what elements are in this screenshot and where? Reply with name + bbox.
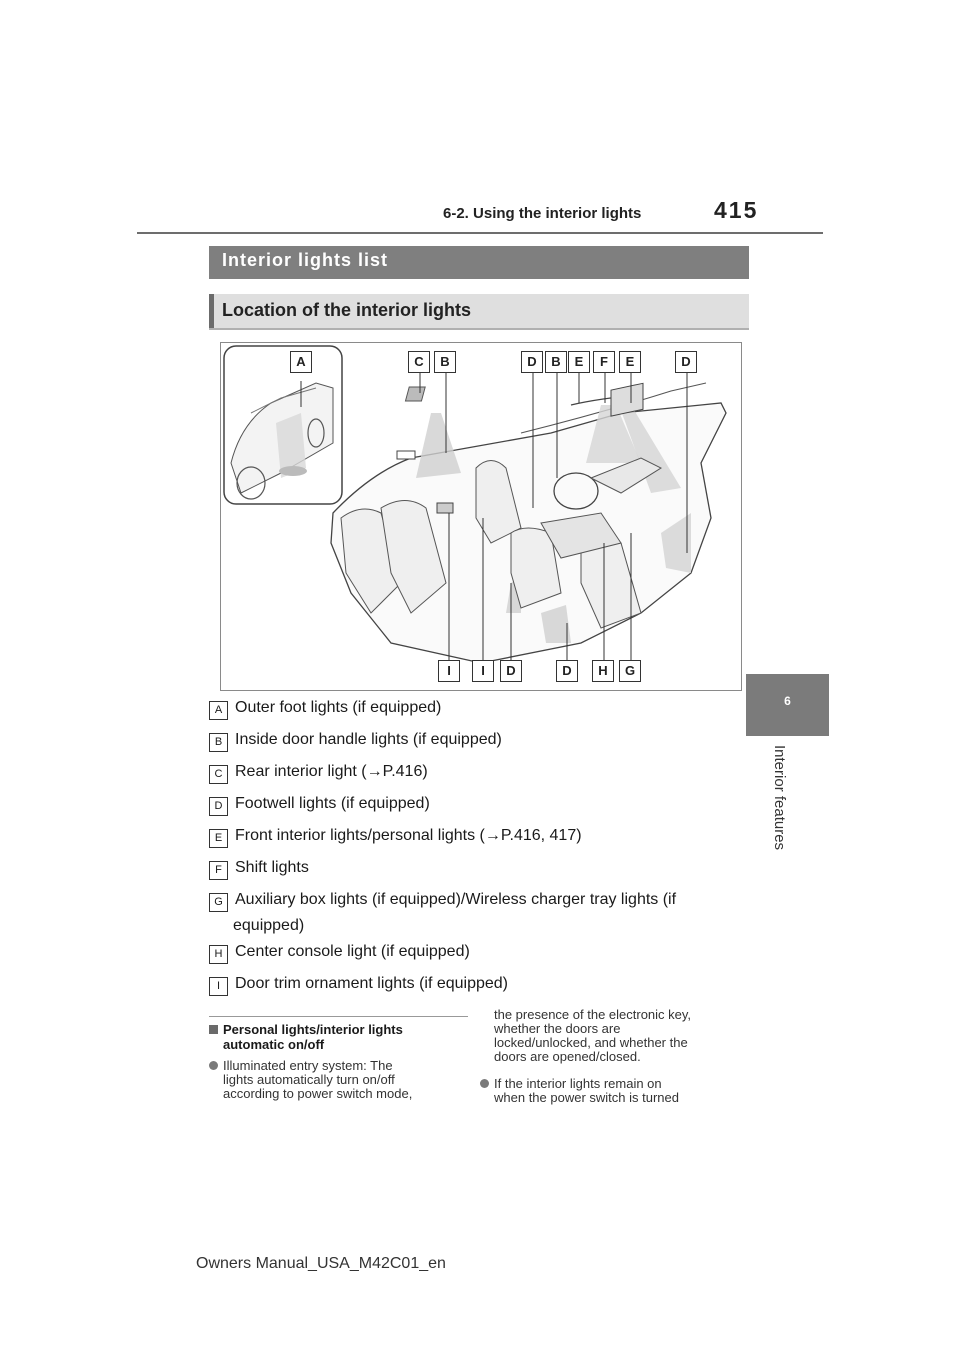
notes-heading-line2: automatic on/off xyxy=(223,1037,325,1052)
legend-item-e xyxy=(209,828,582,849)
section-title: 6-2. Using the interior lights xyxy=(443,205,642,222)
notes-divider xyxy=(209,1016,468,1017)
car-interior-drawing xyxy=(221,343,741,690)
legend-text: equipped) xyxy=(233,917,305,934)
notes-heading xyxy=(209,1022,471,1052)
callout-i: I xyxy=(438,660,460,682)
callout-i-2: I xyxy=(472,660,494,682)
legend-key: A xyxy=(209,701,228,720)
note-line: the presence of the electronic key, xyxy=(494,1007,692,1022)
callout-b-2: B xyxy=(545,351,567,373)
callout-g: G xyxy=(619,660,641,682)
sub-banner-accent xyxy=(209,294,214,328)
legend-key: I xyxy=(209,977,228,996)
note-line: when the power switch is turned xyxy=(494,1090,679,1105)
note-line: If the interior lights remain on xyxy=(494,1076,662,1091)
legend-item-b xyxy=(209,732,502,753)
legend-text: Inside door handle lights (if equipped) xyxy=(235,731,502,748)
legend-key: G xyxy=(209,893,228,912)
right-note-continuation xyxy=(494,1008,759,1064)
legend-item-h xyxy=(209,944,470,965)
interior-lights-illustration xyxy=(220,342,742,691)
legend-item-g-continued xyxy=(233,918,304,939)
callout-c: C xyxy=(408,351,430,373)
callout-h: H xyxy=(592,660,614,682)
legend-item-d xyxy=(209,796,430,817)
circle-bullet-icon xyxy=(209,1061,218,1070)
legend-item-f xyxy=(209,860,309,881)
legend-text: Auxiliary box lights (if equipped)/Wireless charger tray lights (if xyxy=(235,891,677,908)
legend-text: Shift lights xyxy=(235,859,309,876)
sub-banner-title: Location of the interior lights xyxy=(222,300,471,320)
legend-text: Front interior lights/personal lights (→P.416, 417) xyxy=(235,827,582,844)
note-line: lights automatically turn on/off xyxy=(223,1072,395,1087)
callout-e-2: E xyxy=(619,351,641,373)
legend-text: Outer foot lights (if equipped) xyxy=(235,699,442,716)
square-bullet-icon xyxy=(209,1025,218,1034)
callout-d: D xyxy=(521,351,543,373)
note-line: Illuminated entry system: The xyxy=(223,1058,393,1073)
legend-key: H xyxy=(209,945,228,964)
note-line: according to power switch mode, xyxy=(223,1086,413,1101)
footer-manual-id: Owners Manual_USA_M42C01_en xyxy=(196,1255,446,1272)
callout-d-4: D xyxy=(556,660,578,682)
chapter-title: Interior features xyxy=(771,745,788,851)
legend-item-i xyxy=(209,976,508,997)
main-banner-title: Interior lights list xyxy=(222,250,389,270)
callout-f: F xyxy=(593,351,615,373)
callout-d-3: D xyxy=(500,660,522,682)
legend-text: Rear interior light (→P.416) xyxy=(235,763,428,780)
note-line: whether the doors are xyxy=(494,1021,621,1036)
legend-text: Center console light (if equipped) xyxy=(235,943,470,960)
legend-key: F xyxy=(209,861,228,880)
legend-item-g xyxy=(209,892,676,913)
header-divider xyxy=(137,232,823,234)
page-number: 415 xyxy=(714,197,759,223)
callout-e: E xyxy=(568,351,590,373)
legend-text: Door trim ornament lights (if equipped) xyxy=(235,975,509,992)
legend-text: Footwell lights (if equipped) xyxy=(235,795,430,812)
left-note-bullet xyxy=(209,1059,474,1101)
note-line: locked/unlocked, and whether the xyxy=(494,1035,688,1050)
callout-a: A xyxy=(290,351,312,373)
note-line: doors are opened/closed. xyxy=(494,1049,641,1064)
legend-item-a xyxy=(209,700,441,721)
legend-item-c xyxy=(209,764,428,785)
chapter-number: 6 xyxy=(784,694,791,708)
callout-b: B xyxy=(434,351,456,373)
legend-key: C xyxy=(209,765,228,784)
circle-bullet-icon xyxy=(480,1079,489,1088)
callout-d-2: D xyxy=(675,351,697,373)
legend-key: B xyxy=(209,733,228,752)
notes-heading-line1: Personal lights/interior lights xyxy=(223,1022,403,1037)
legend-key: E xyxy=(209,829,228,848)
right-note-bullet xyxy=(480,1077,755,1105)
legend-key: D xyxy=(209,797,228,816)
